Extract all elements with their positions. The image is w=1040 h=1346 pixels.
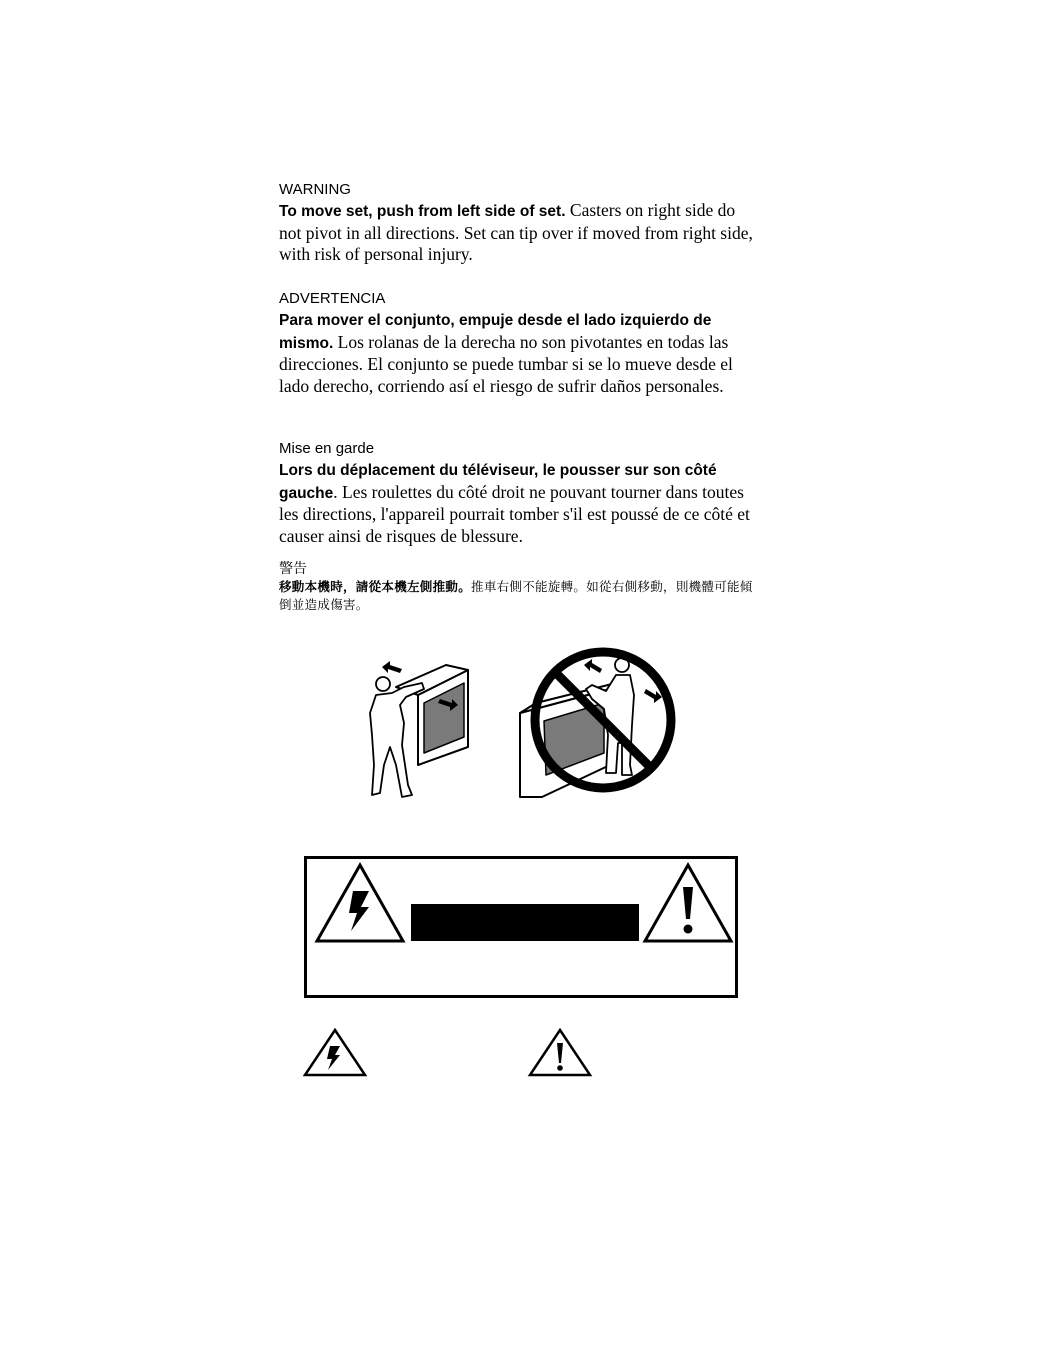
advertencia-bold: Para mover el conjunto, empuje desde el lado izquierdo de mismo.: [279, 312, 712, 352]
mise-en-garde-heading: Mise en garde: [279, 440, 375, 457]
warning-spanish: [279, 289, 759, 397]
caution-black-bar: [411, 904, 639, 941]
advertencia-text: [279, 309, 759, 397]
electric-shock-warning-icon: [313, 861, 407, 945]
mise-en-garde-text: [279, 459, 759, 547]
warning-french: [279, 439, 759, 547]
tv-left: [396, 665, 468, 765]
mise-en-garde-bold: Lors du déplacement du téléviseur, le pousser sur son côté gauche: [279, 462, 717, 502]
warning-text: [279, 200, 759, 266]
advertencia-heading: ADVERTENCIA: [279, 290, 386, 307]
warning-chinese: [279, 560, 759, 614]
advertencia-body: Los rolanas de la derecha no son pivotantes en todas las direcciones. El conjunto se puede tumbar si se lo mueve desde el lado derecho, corriendo así el riesgo de sufrir daños personales.: [279, 331, 733, 396]
tv-push-illustration: [360, 625, 690, 805]
chinese-body: 推車右側不能旋轉。如從右側移動，則機體可能傾倒並造成傷害。: [279, 579, 753, 612]
mise-en-garde-body: . Les roulettes du côté droit ne pouvant tourner dans toutes les directions, l'appareil pourrait tomber s'il est poussé de ce côté et causer ainsi de risques de blessure.: [279, 481, 750, 546]
chinese-text: [279, 578, 759, 614]
caution-label: [304, 856, 738, 998]
warning-heading: WARNING: [279, 181, 351, 198]
warning-bold: To move set, push from left side of set.: [279, 203, 566, 220]
exclamation-warning-icon: [527, 1028, 593, 1078]
electric-shock-warning-icon: [302, 1028, 368, 1078]
warning-body: Casters on right side do not pivot in all directions. Set can tip over if moved from right side, with risk of personal injury.: [279, 200, 753, 264]
chinese-bold: 移動本機時，請從本機左側推動。: [279, 579, 472, 594]
chinese-heading: 警告: [279, 561, 307, 577]
exclamation-warning-icon: [641, 861, 735, 945]
warning-english: [279, 180, 759, 266]
